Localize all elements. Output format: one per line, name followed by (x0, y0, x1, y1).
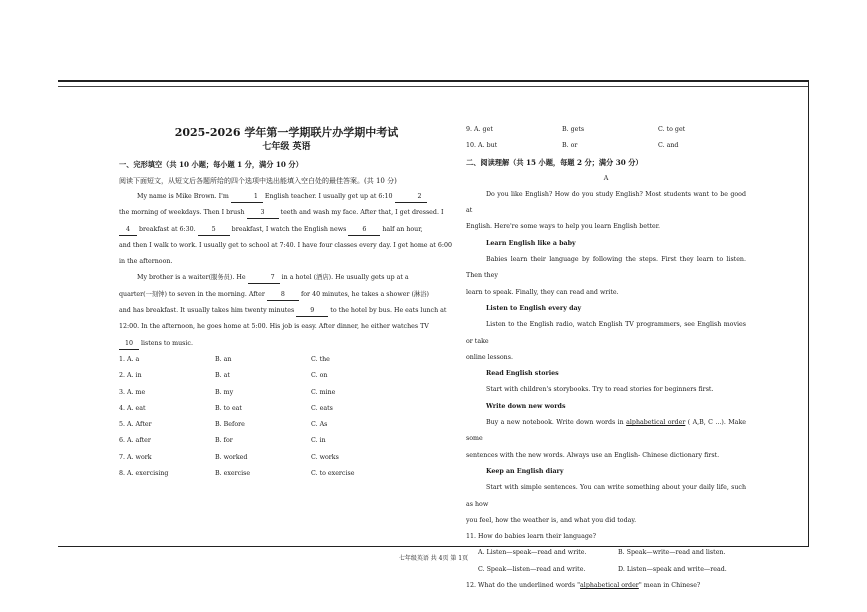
option: 2. A. in (119, 372, 142, 380)
option-row (119, 385, 434, 401)
passage-text: Do you like English? How do you study English? Most students want to be good at (466, 190, 746, 215)
option: C. to get (658, 126, 686, 133)
text: the morning of weekdays. Then I brush (119, 209, 245, 217)
passage-line: in the afternoon. (119, 258, 173, 266)
option: 7. A. work (119, 453, 152, 461)
blank: 7 (248, 273, 280, 284)
text: My brother is a waiter(服务员). He (137, 274, 246, 282)
option: C. eats (311, 404, 333, 412)
option-row (119, 368, 434, 384)
blank: 5 (198, 225, 230, 236)
option: C. As (311, 421, 328, 429)
question-12 (466, 578, 746, 594)
text: Buy a new notebook. Write down words in (486, 419, 624, 427)
text: breakfast, I watch the English news (231, 225, 347, 233)
section1-heading: 一、完形填空（共 10 小题；每小题 1 分，满分 10 分） (119, 160, 303, 169)
option-row (466, 122, 746, 138)
section1-instruction: 阅读下面短文，从短文后各题所给的四个选项中选出能填入空白处的最佳答案。(共 10 分) (119, 177, 397, 185)
option-row (466, 138, 746, 154)
text: English teacher. I usually get up at 6:10 (264, 193, 393, 200)
option: C. on (311, 372, 328, 380)
option: 9. A. get (466, 126, 493, 133)
text: " mean in Chinese? (638, 582, 701, 590)
option-row (119, 450, 434, 466)
option-row (466, 562, 746, 578)
option: B. or (562, 142, 578, 150)
passage-text: online lessons. (466, 353, 513, 361)
top-rule (58, 80, 809, 82)
passage-subheading: Keep an English diary (486, 467, 564, 475)
option: C. Speak—listen—read and write. (478, 565, 586, 573)
left-column (119, 126, 452, 482)
text: listens to music. (141, 339, 193, 347)
option: B. Speak—write—read and listen. (618, 549, 726, 557)
option: 6. A. after (119, 437, 151, 445)
text: teeth and wash my face. After that, I get dressed. I (280, 209, 444, 217)
text: for 40 minutes, he takes a shower (淋浴) (300, 290, 429, 298)
underlined-text: alphabetical order (626, 419, 686, 427)
text: half an hour, (382, 225, 423, 233)
passage-line: 12:00. In the afternoon, he goes home at 5:00. His job is easy. After dinner, he either watches TV (119, 323, 429, 331)
option: C. the (311, 355, 330, 363)
option: B. worked (215, 453, 248, 461)
option-row (119, 401, 434, 417)
passage-subheading: Read English stories (486, 370, 559, 378)
text: breakfast at 6:30. (139, 225, 196, 233)
option: B. my (215, 388, 234, 396)
exam-subtitle: 七年级 英语 (262, 142, 311, 152)
blank: 8 (267, 290, 299, 301)
passage-subheading: Write down new words (486, 402, 566, 410)
option: C. and (658, 142, 679, 150)
exam-title: 2025-2026 学年第一学期联片办学期中考试 (174, 126, 399, 139)
text: to the hotel by bus. He eats lunch at (330, 307, 447, 315)
passage-text: Start with children's storybooks. Try to read stories for beginners first. (486, 386, 714, 394)
passage-subheading: Listen to English every day (486, 304, 582, 312)
option: A. Listen—speak—read and write. (478, 549, 587, 557)
blank: 1 (231, 192, 263, 203)
passage-text: Babies learn their language by following the steps. First they learn to listen. Then they (466, 256, 746, 280)
passage-line (119, 303, 447, 319)
option: B. to eat (215, 404, 242, 412)
option: C. to exercise (311, 470, 355, 478)
passage-text: learn to speak. Finally, they can read and write. (466, 288, 619, 296)
option: C. in (311, 437, 326, 445)
right-column (466, 122, 746, 594)
option: B. Before (215, 421, 245, 429)
passage-text: English. Here're some ways to help you learn English better. (466, 223, 661, 231)
text: My name is Mike Brown. I'm (137, 193, 229, 200)
blank: 10 (119, 339, 139, 350)
passage-line (119, 222, 434, 238)
option: 4. A. eat (119, 404, 146, 412)
option: 10. A. but (466, 142, 498, 150)
text: in a hotel (酒店). He usually gets up at a (281, 274, 409, 282)
options-list (119, 352, 434, 482)
option: B. exercise (215, 470, 251, 478)
option-row (119, 352, 434, 368)
passage-label: A (603, 174, 609, 182)
text: quarter(一刻钟) to seven in the morning. After (119, 290, 265, 298)
page-footer: 七年级英语 共 4页 第 1页 (398, 555, 469, 562)
passage-line: and then I walk to work. I usually get to school at 7:40. I have four classes every day. I get home at 6:00 (119, 241, 452, 249)
passage-line (119, 270, 434, 286)
passage-line (119, 189, 434, 205)
blank: 4 (119, 225, 137, 236)
option: C. works (311, 453, 339, 461)
passage-line (119, 287, 434, 303)
passage-line (119, 205, 444, 221)
option: 8. A. exercising (119, 470, 169, 478)
blank: 2 (395, 192, 427, 203)
text: 12. What do the underlined words " (466, 582, 581, 590)
option: B. gets (562, 126, 585, 133)
option: B. at (215, 372, 230, 380)
option-row (119, 433, 434, 449)
option: D. Listen—speak and write—read. (618, 565, 727, 573)
option: 3. A. me (119, 388, 146, 396)
option-row (119, 417, 434, 433)
option: B. an (215, 355, 232, 363)
passage-text: Start with simple sentences. You can write something about your daily life, such as how (466, 484, 746, 508)
passage-text: Listen to the English radio, watch English TV programmers, see English movies or take (466, 321, 746, 345)
text: ( A,B, C ...). Make some (466, 419, 746, 443)
blank: 3 (247, 208, 279, 219)
top-rule-secondary (58, 86, 809, 87)
option: B. for (215, 437, 233, 445)
blank: 9 (296, 306, 328, 317)
passage-text: you feel, how the weather is, and what you did today. (466, 516, 637, 524)
passage-paragraph-1 (119, 189, 452, 270)
option: 5. A. After (119, 421, 152, 429)
blank: 6 (348, 225, 380, 236)
option: 1. A. a (119, 355, 140, 363)
option-row (119, 466, 434, 482)
section2-heading: 二、阅读理解（共 15 小题，每题 2 分；满分 30 分） (466, 157, 643, 167)
passage-text (466, 415, 746, 448)
underlined-text: alphabetical order (580, 582, 639, 590)
passage-line (119, 336, 434, 352)
text: and has breakfast. It usually takes him twenty minutes (119, 307, 295, 315)
option: C. mine (311, 388, 336, 396)
right-frame-line (808, 80, 809, 546)
passage-paragraph-2 (119, 270, 447, 351)
question-11: 11. How do babies learn their language? (466, 533, 596, 541)
passage-text: sentences with the new words. Always use an English- Chinese dictionary first. (466, 451, 720, 459)
passage-subheading: Learn English like a baby (486, 239, 576, 247)
